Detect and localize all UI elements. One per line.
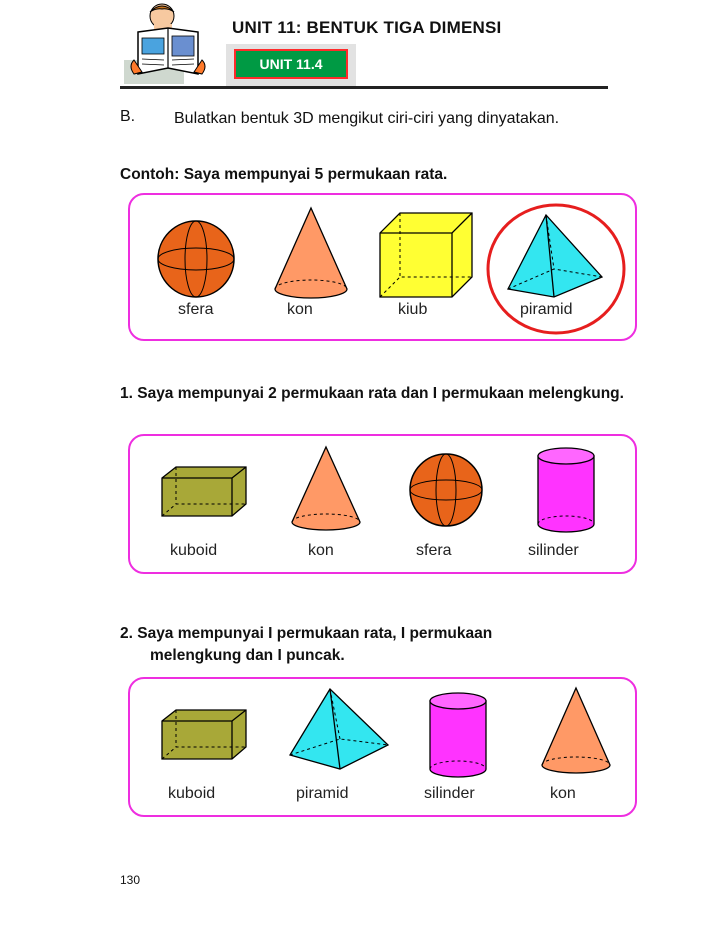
header-divider <box>120 86 608 89</box>
sphere-shape[interactable] <box>154 217 238 301</box>
page-number: 130 <box>120 873 141 887</box>
label-sfera: sfera <box>416 542 452 559</box>
cylinder-shape[interactable] <box>426 689 490 781</box>
example-panel <box>128 193 637 341</box>
label-silinder: silinder <box>424 785 475 802</box>
label-kuboid: kuboid <box>170 542 218 559</box>
question-2-prompt-line-1: 2. Saya mempunyai I permukaan rata, I permukaan <box>120 625 493 642</box>
question-2-panel <box>128 677 637 817</box>
cone-shape[interactable] <box>288 444 364 532</box>
label-kon: kon <box>308 542 334 559</box>
section-letter: B. <box>120 108 136 125</box>
cone-shape[interactable] <box>271 205 351 301</box>
cone-shape[interactable] <box>538 685 614 775</box>
question-1-panel <box>128 434 637 574</box>
boy-reading-book-icon <box>124 2 226 86</box>
cuboid-shape[interactable] <box>158 464 250 520</box>
label-kon: kon <box>287 301 313 318</box>
example-prompt: Contoh: Saya mempunyai 5 permukaan rata. <box>120 166 448 183</box>
pyramid-shape[interactable] <box>286 685 392 777</box>
question-2-prompt-line-2: melengkung dan I puncak. <box>150 647 345 664</box>
unit-badge: UNIT 11.4 <box>234 49 348 79</box>
cylinder-shape[interactable] <box>534 444 598 536</box>
unit-title: UNIT 11: BENTUK TIGA DIMENSI <box>232 18 502 37</box>
question-1-prompt: 1. Saya mempunyai 2 permukaan rata dan I permukaan melengkung. <box>120 385 624 402</box>
label-sfera: sfera <box>178 301 214 318</box>
label-piramid: piramid <box>296 785 349 802</box>
label-kuboid: kuboid <box>168 785 216 802</box>
label-piramid: piramid <box>520 301 573 318</box>
cube-shape[interactable] <box>376 209 476 301</box>
instruction-text: Bulatkan bentuk 3D mengikut ciri-ciri yang dinyatakan. <box>174 110 560 127</box>
label-kon: kon <box>550 785 576 802</box>
unit-badge-frame <box>226 44 356 86</box>
label-silinder: silinder <box>528 542 579 559</box>
label-kiub: kiub <box>398 301 428 318</box>
sphere-shape[interactable] <box>406 450 486 530</box>
cuboid-shape[interactable] <box>158 707 250 763</box>
